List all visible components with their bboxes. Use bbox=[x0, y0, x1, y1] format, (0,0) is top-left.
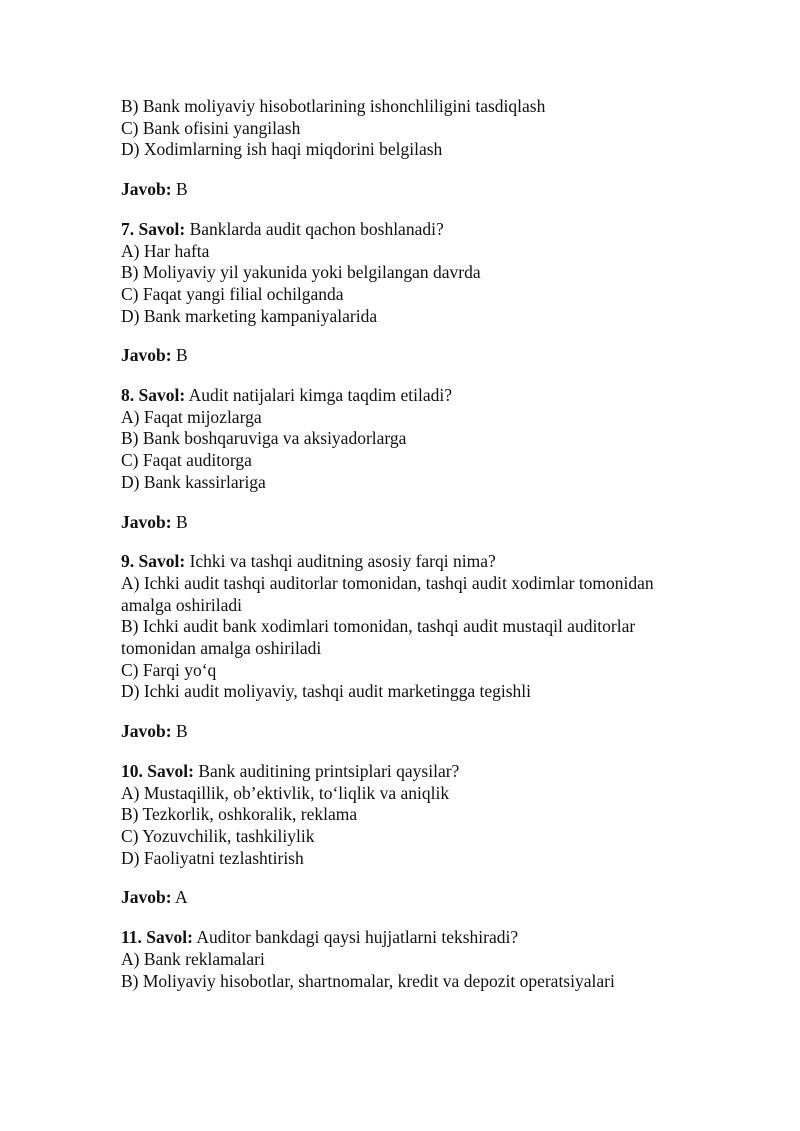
question-8 bbox=[121, 385, 691, 407]
question-label: 8. Savol: bbox=[121, 385, 186, 406]
question-label: 9. Savol: bbox=[121, 551, 186, 572]
answer-label: Javob: bbox=[121, 345, 172, 366]
question-text: Audit natijalari kimga taqdim etiladi? bbox=[188, 385, 453, 406]
question-label: 10. Savol: bbox=[121, 760, 194, 781]
question-7 bbox=[121, 219, 691, 241]
question-10 bbox=[121, 761, 691, 783]
option-line: D) Bank kassirlariga bbox=[121, 471, 266, 492]
option-line: D) Ichki audit moliyaviy, tashqi audit marketingga tegishli bbox=[121, 681, 532, 702]
option-line: B) Tezkorlik, oshkoralik, reklama bbox=[121, 804, 358, 825]
answer-label: Javob: bbox=[121, 887, 172, 908]
question-text: Auditor bankdagi qaysi hujjatlarni tekshiradi? bbox=[196, 927, 519, 948]
answer-line bbox=[121, 721, 691, 743]
answer-line bbox=[121, 179, 691, 201]
option-line: C) Yozuvchilik, tashkiliylik bbox=[121, 825, 315, 846]
question-9 bbox=[121, 551, 691, 573]
answer-value: B bbox=[175, 179, 188, 200]
question-text: Bank auditining printsiplari qaysilar? bbox=[198, 760, 460, 781]
option-line: D) Xodimlarning ish haqi miqdorini belgilash bbox=[121, 139, 443, 160]
question-text: Banklarda audit qachon boshlanadi? bbox=[189, 218, 444, 239]
question-label: 11. Savol: bbox=[121, 927, 193, 948]
option-line: A) Faqat mijozlarga bbox=[121, 406, 262, 427]
answer-label: Javob: bbox=[121, 511, 172, 532]
option-line: A) Mustaqillik, ob’ektivlik, to‘liqlik va aniqlik bbox=[121, 782, 450, 803]
option-line: B) Moliyaviy yil yakunida yoki belgilangan davrda bbox=[121, 262, 481, 283]
answer-line bbox=[121, 887, 691, 909]
option-line: B) Moliyaviy hisobotlar, shartnomalar, kredit va depozit operatsiyalari bbox=[121, 970, 615, 991]
option-line: D) Faoliyatni tezlashtirish bbox=[121, 847, 304, 868]
document-content bbox=[121, 96, 691, 992]
answer-value: B bbox=[175, 721, 188, 742]
option-line: A) Har hafta bbox=[121, 240, 210, 261]
option-line: C) Faqat auditorga bbox=[121, 450, 252, 471]
option-line: B) Ichki audit bank xodimlari tomonidan, tashqi audit mustaqil auditorlar tomonidan amalga oshiriladi bbox=[121, 616, 636, 659]
option-line: C) Farqi yo‘q bbox=[121, 659, 217, 680]
option-line: B) Bank moliyaviy hisobotlarining ishonchliligini tasdiqlash bbox=[121, 96, 546, 116]
option-line: A) Ichki audit tashqi auditorlar tomonidan, tashqi audit xodimlar tomonidan amalga oshiriladi bbox=[121, 572, 654, 615]
option-line: B) Bank boshqaruviga va aksiyadorlarga bbox=[121, 428, 407, 449]
option-line: C) Faqat yangi filial ochilganda bbox=[121, 283, 344, 304]
answer-line bbox=[121, 345, 691, 367]
answer-label: Javob: bbox=[121, 179, 172, 200]
answer-value: A bbox=[174, 887, 188, 908]
answer-value: B bbox=[175, 511, 188, 532]
answer-value: B bbox=[175, 345, 188, 366]
answer-label: Javob: bbox=[121, 721, 172, 742]
answer-line bbox=[121, 512, 691, 534]
option-line: A) Bank reklamalari bbox=[121, 948, 265, 969]
option-line: D) Bank marketing kampaniyalarida bbox=[121, 305, 378, 326]
question-11 bbox=[121, 927, 691, 949]
option-line: C) Bank ofisini yangilash bbox=[121, 117, 301, 138]
question-label: 7. Savol: bbox=[121, 218, 186, 239]
question-text: Ichki va tashqi auditning asosiy farqi nima? bbox=[189, 551, 496, 572]
